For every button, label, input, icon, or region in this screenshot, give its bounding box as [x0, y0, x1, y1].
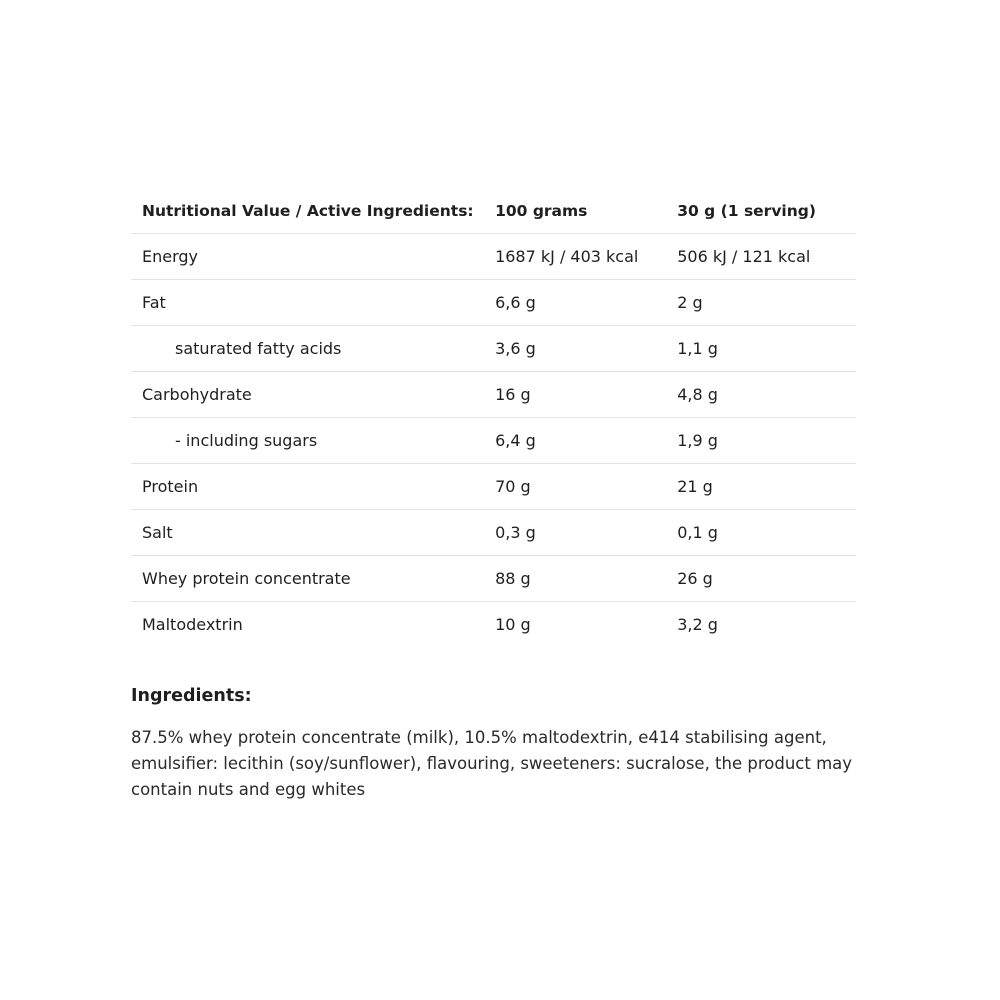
ingredients-title: Ingredients:: [131, 686, 252, 706]
table-row: [131, 602, 856, 648]
nutrient-name: Protein: [131, 464, 484, 510]
nutrient-name: - including sugars: [131, 418, 484, 464]
value-per-100g: 88 g: [484, 556, 666, 602]
value-per-100g: 6,4 g: [484, 418, 666, 464]
value-per-serving: 0,1 g: [666, 510, 856, 556]
header-per-100g: 100 grams: [484, 188, 666, 234]
nutrient-name: Maltodextrin: [142, 615, 243, 634]
nutrient-name: Salt: [131, 510, 484, 556]
table-row: [131, 418, 856, 464]
table-row: [131, 234, 856, 280]
table-row: [131, 464, 856, 510]
table-header-row: [131, 188, 856, 234]
table-row: [131, 326, 856, 372]
nutrient-name: Whey protein concentrate: [131, 556, 484, 602]
header-nutrient: Nutritional Value / Active Ingredients:: [131, 188, 484, 234]
nutrient-name: Energy: [131, 234, 484, 280]
value-per-serving: 1,1 g: [666, 326, 856, 372]
nutrient-name: Carbohydrate: [131, 372, 484, 418]
value-per-100g: 0,3 g: [484, 510, 666, 556]
value-per-serving: 26 g: [666, 556, 856, 602]
value-per-100g: 10 g: [495, 615, 531, 634]
header-per-serving: 30 g (1 serving): [666, 188, 856, 234]
ingredients-text: 87.5% whey protein concentrate (milk), 10.5% maltodextrin, e414 stabilising agent, emulsifier: lecithin (soy/sunflower), flavouring, sweeteners: sucralose, the product may contain nuts and egg whites: [131, 728, 853, 799]
nutrient-name: saturated fatty acids: [131, 326, 484, 372]
table-row: [131, 280, 856, 326]
value-per-100g: 3,6 g: [484, 326, 666, 372]
value-per-serving: 2 g: [666, 280, 856, 326]
nutrient-name: Fat: [131, 280, 484, 326]
value-per-100g: 1687 kJ / 403 kcal: [484, 234, 666, 280]
nutrition-table: [131, 188, 856, 647]
value-per-serving: 3,2 g: [677, 615, 718, 634]
value-per-100g: 70 g: [484, 464, 666, 510]
table-row: [131, 372, 856, 418]
table-row: [131, 510, 856, 556]
value-per-serving: 21 g: [666, 464, 856, 510]
value-per-100g: 6,6 g: [484, 280, 666, 326]
value-per-serving: 1,9 g: [666, 418, 856, 464]
table-body: [131, 234, 856, 648]
value-per-100g: 16 g: [484, 372, 666, 418]
table-row: [131, 556, 856, 602]
value-per-serving: 4,8 g: [666, 372, 856, 418]
value-per-serving: 506 kJ / 121 kcal: [666, 234, 856, 280]
